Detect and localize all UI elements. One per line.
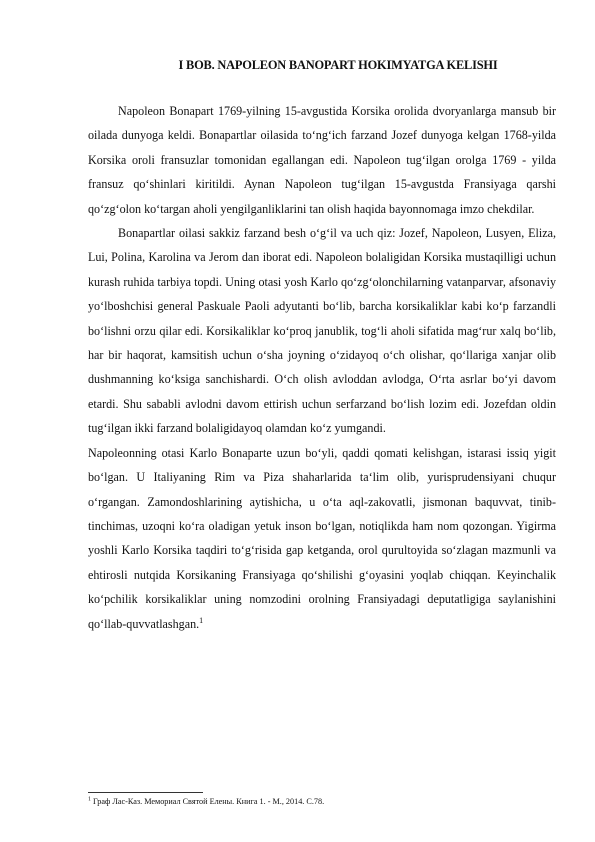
footnote-divider — [88, 792, 203, 793]
paragraph-1: Napoleon Bonapart 1769-yilning 15-avgustida Korsika orolida dvoryanlarga mansub bir oilada dunyoga keldi. Bonapartlar oilasida to‘ng‘ich farzand Jozef dunyoga kelgan 1768-yilda Korsika oroli fransuzlar tomonidan egallangan edi. Napoleon tug‘ilgan orolga 1769 - yilda fransuz qo‘shinlari kiritildi. Aynan Napoleon tug‘ilgan 15-avgustda Fransiyaga qarshi qo‘zg‘olon ko‘targan aholi yengilganliklarini tan olish haqida bayonnomaga imzo chekdilar. — [88, 104, 556, 216]
paragraph-3 — [88, 441, 556, 636]
footnote — [88, 797, 558, 807]
paragraph-3-text: Napoleonning otasi Karlo Bonaparte uzun bo‘yli, qaddi qomati kelishgan, istarasi issiq yigit bo‘lgan. U Italiyaning Rim va Piza shaharlarida ta‘lim olib, yurisprudensiyani chuqur o‘rgangan. Zamondoshlarining aytishicha, u o‘ta aql-zakovatli, jismonan baquvvat, tinib-tinchimas, uzoqni ko‘ra oladigan yetuk inson bo‘lgan, notiqlikda ham nom qozongan. Yigirma yoshli Karlo Korsika taqdiri to‘g‘risida gap ketganda, orol qurultoyida so‘zlagan mazmunli va ehtirosli nutqida Korsikaning Fransiyaga qo‘shilishi g‘oyasini yoqlab chiqqan. Keyinchalik ko‘pchilik korsikaliklar uning nomzodini orolning Fransiyadagi deputatligiga saylanishini qo‘llab-quvvatlashgan. — [88, 445, 556, 631]
paragraph-2: Bonapartlar oilasi sakkiz farzand besh o‘g‘il va uch qiz: Jozef, Napoleon, Lusyen, Eliza, Lui, Polina, Karolina va Jerom dan iborat edi. Napoleon bolaligidan Korsika mustaqilligi uchun kurash ruhida tarbiya topdi. Uning otasi yosh Karlo qo‘zg‘olonchilarning vatanparvar, afsonaviy yo‘lboshchisi general Paskuale Paoli adyutanti bo‘lib, barcha korsikaliklar kabi ko‘p farzandli bo‘lishni orzu qilar edi. Korsikaliklar ko‘proq janublik, tog‘li aholi sifatida mag‘rur xalq bo‘lib, har bir haqorat, kamsitish uchun o‘sha joyning o‘zidayoq o‘ch olishar, qo‘llariga xanjar olib dushmanning ko‘ksiga sanchishardi. O‘ch olish avloddan avlodga, O‘rta asrlar bo‘yi davom etardi. Shu sababli avlodni davom ettirish uchun serfarzand bo‘lish lozim edi. Jozefdan oldin tug‘ilgan ikki farzand bolaligidayoq olamdan ko‘z yumgandi. — [88, 226, 556, 436]
chapter-heading: I BOB. NAPOLEON BANOPART HOKIMYATGA KELISHI — [178, 58, 498, 72]
footnote-marker: 1 — [88, 796, 91, 803]
footnote-text: Граф Лас-Каз. Мемориал Святой Елены. Книга 1. - М., 2014. С.78. — [93, 797, 325, 806]
body-text — [88, 99, 556, 636]
footnote-reference[interactable]: 1 — [199, 615, 204, 625]
